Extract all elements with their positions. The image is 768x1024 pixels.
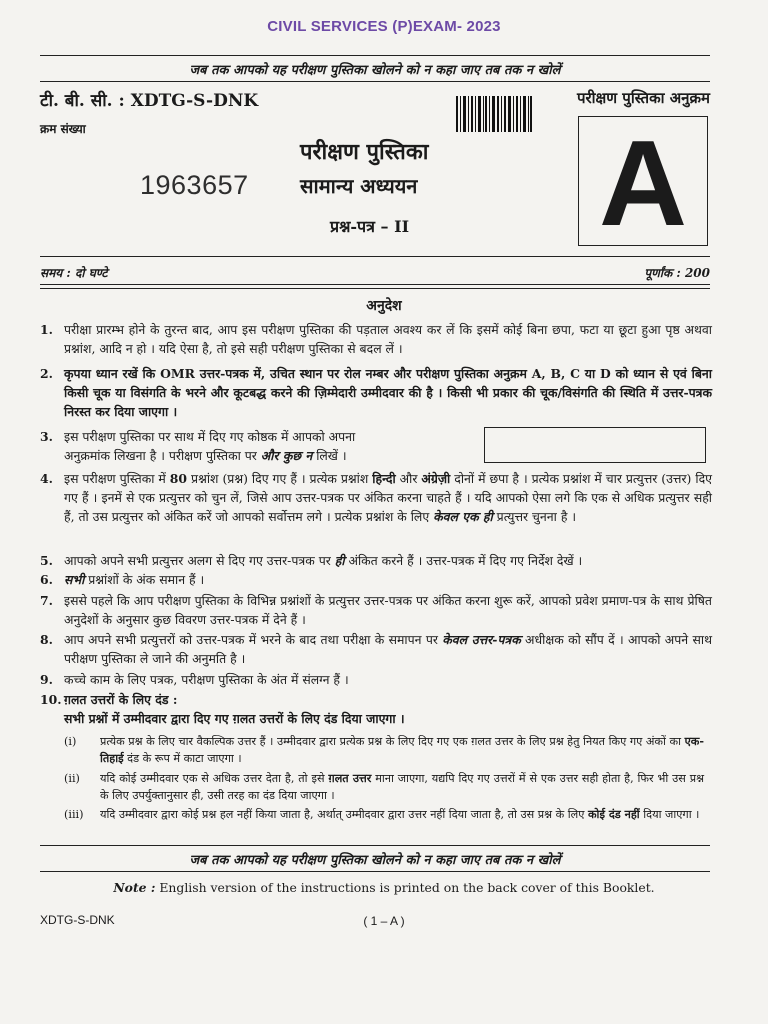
text-run: आप अपने सभी प्रत्युत्तरों को उत्तर-पत्रक में भरने के बाद तथा परीक्षा के समापन पर [64, 632, 443, 647]
barcode-icon [456, 96, 532, 132]
text-run: अंकित करने हैं । उत्तर-पत्रक में दिए गए निर्देश देखें । [344, 553, 583, 568]
emphasis: एक-तिहाई [100, 734, 704, 765]
note-label: Note : [113, 880, 156, 895]
text-run: दंड के रूप में काटा जाएगा । [123, 752, 242, 765]
text-run: प्रत्येक प्रश्न के लिए चार वैकल्पिक उत्तर हैं । उम्मीदवार द्वारा प्रत्येक प्रश्न के लिए दिए गए एक ग़लत उत्तर के लिए प्रश्न हेतु नियत किए गए अंकों का [100, 735, 685, 748]
text-run: यदि कोई उम्मीदवार एक से अधिक उत्तर देता है, तो इसे [100, 772, 329, 785]
instruction-item [40, 469, 712, 526]
roll-number-entry-box[interactable] [484, 427, 706, 463]
text-run: प्रत्युत्तर चुनना है । [492, 509, 577, 524]
divider [40, 81, 710, 82]
item-number: 4. [40, 471, 53, 486]
text-run: माना जाएगा, यद्यपि दिए गए उत्तरों में से एक उत्तर सही होता है, फिर भी उस प्रश्न के लिए उपर्युक्तानुसार ही, उसी तरह का दंड दिया जाएगा । [100, 772, 704, 802]
serial-number-label: क्रम संख्या [40, 122, 86, 136]
divider [40, 284, 710, 285]
footer-code: XDTG-S-DNK [40, 913, 115, 927]
item-text-line: इस परीक्षण पुस्तिका पर साथ में दिए गए कोष्ठक में आपको अपना [64, 429, 356, 444]
emphasis: और कुछ न [260, 448, 313, 463]
booklet-title: परीक्षण पुस्तिका [300, 139, 429, 165]
text-run: दिया जाएगा । [639, 808, 700, 821]
item-number: (ii) [64, 772, 80, 785]
paper-number: प्रश्न-पत्र – II [330, 217, 410, 236]
item-number: 7. [40, 593, 53, 608]
series-box [578, 115, 708, 251]
page-number: ( 1 – A ) [363, 914, 405, 928]
emphasis: कोई दंड नहीं [587, 807, 640, 821]
divider [40, 845, 710, 846]
text-run: इस परीक्षण पुस्तिका में [64, 471, 170, 486]
emphasis: सभी [64, 572, 85, 587]
instruction-item [40, 551, 712, 570]
item-number: 8. [40, 632, 53, 647]
divider [40, 55, 710, 56]
series-label: परीक्षण पुस्तिका अनुक्रम [576, 89, 710, 107]
instruction-item [40, 364, 712, 421]
penalty-subtitle: सभी प्रश्नों में उम्मीदवार द्वारा दिए गए ग़लत उत्तरों के लिए दंड दिया जाएगा । [64, 711, 405, 726]
penalty-title: ग़लत उत्तरों के लिए दंड : [64, 692, 178, 707]
item-number: 9. [40, 672, 53, 687]
item-text: परीक्षा प्रारम्भ होने के तुरन्त बाद, आप इस परीक्षण पुस्तिका की पड़ताल अवश्य कर लें कि इसमें कोई बिना छपा, फटा या छूटा हुआ पृष्ठ अथवा प्रश्नांश, आदि न हो । यदि ऐसा है, तो इसे सही परीक्षण पुस्तिका से बदल लें । [64, 322, 712, 356]
item-number: 1. [40, 322, 53, 337]
item-text [64, 630, 712, 668]
item-number: (i) [64, 735, 77, 748]
series-letter: A [598, 115, 688, 251]
item-number: 10. [40, 692, 62, 707]
divider [40, 871, 710, 872]
item-number: 3. [40, 429, 53, 444]
divider [40, 256, 710, 257]
emphasis: केवल उत्तर-पत्रक [442, 632, 521, 647]
text-run: यदि उम्मीदवार द्वारा कोई प्रश्न हल नहीं किया जाता है, अर्थात् उम्मीदवार द्वारा उत्तर नहीं दिया जाता है, तो उस प्रश्न के लिए [100, 808, 588, 821]
penalty-item [64, 733, 704, 767]
item-text [100, 770, 704, 804]
item-number: 6. [40, 572, 53, 587]
emphasis: 80 [169, 471, 188, 486]
subject-title: सामान्य अध्ययन [300, 174, 418, 198]
item-text [64, 690, 712, 728]
maximum-marks: पूर्णांक : 200 [644, 266, 710, 280]
item-text [100, 733, 704, 767]
emphasis: अंग्रेज़ी [421, 471, 451, 486]
instruction-item [40, 690, 712, 728]
instruction-item [40, 570, 712, 589]
instruction-item [40, 320, 712, 358]
instruction-item [40, 591, 712, 629]
do-not-open-warning-top: जब तक आपको यह परीक्षण पुस्तिका खोलने को न कहा जाए तब तक न खोलें [189, 63, 561, 78]
english-version-note [0, 880, 768, 895]
text-run: अधीक्षक को सौंप दें । आपको अपने साथ परीक्षण पुस्तिका ले जाने की अनुमति है । [64, 632, 712, 666]
item-number: 2. [40, 366, 53, 381]
instruction-item [40, 670, 712, 689]
penalty-item [64, 806, 704, 823]
item-text [64, 469, 712, 526]
tbc-code: टी. बी. सी. : XDTG-S-DNK [40, 91, 259, 111]
text-run: प्रश्नांश (प्रश्न) दिए गए हैं । प्रत्येक प्रश्नांश [187, 471, 373, 486]
item-text [64, 570, 712, 589]
instructions-heading: अनुदेश [366, 298, 402, 314]
emphasis: हिन्दी [372, 471, 396, 486]
divider [40, 288, 710, 289]
text-run: लिखें । [312, 448, 347, 463]
text-run: आपको अपने सभी प्रत्युत्तर अलग से दिए गए उत्तर-पत्रक पर [64, 553, 335, 568]
exam-title: CIVIL SERVICES (P)EXAM- 2023 [267, 18, 501, 35]
text-run: अनुक्रमांक लिखना है । परीक्षण पुस्तिका पर [64, 448, 261, 463]
emphasis: ही [334, 553, 345, 568]
time-allowed: समय : दो घण्टे [40, 266, 108, 280]
item-text [64, 551, 712, 570]
emphasis: केवल एक ही [433, 509, 493, 524]
item-number: 5. [40, 553, 53, 568]
item-text: इससे पहले कि आप परीक्षण पुस्तिका के विभिन्न प्रश्नांशों के प्रत्युत्तर उत्तर-पत्रक पर अंकित करना शुरू करें, आपको प्रवेश प्रमाण-पत्र के साथ प्रेषित अनुदेशों के अनुसार कुछ विवरण उत्तर-पत्रक में देने हैं । [64, 593, 712, 627]
note-text: English version of the instructions is printed on the back cover of this Booklet. [155, 880, 655, 895]
item-text: कृपया ध्यान रखें कि OMR उत्तर-पत्रक में, उचित स्थान पर रोल नम्बर और परीक्षण पुस्तिका अनुक्रम A, B, C या D को ध्यान से एवं बिना किसी चूक या विसंगति के भरने और कूटबद्ध करने की ज़िम्मेदारी उम्मीदवार की है । किसी भी प्रकार की चूक/विसंगति की स्थिति में उत्तर-पत्रक निरस्त कर दिया जाएगा । [64, 366, 712, 419]
text-run: और [395, 471, 422, 486]
text-run: प्रश्नांशों के अंक समान हैं । [84, 572, 205, 587]
instruction-item [40, 630, 712, 668]
item-text [100, 806, 704, 823]
emphasis: ग़लत उत्तर [328, 771, 372, 785]
penalty-item [64, 770, 704, 804]
text-run: दोनों में छपा है । प्रत्येक प्रश्नांश में चार प्रत्युत्तर (उत्तर) दिए गए हैं । इनमें से एक प्रत्युत्तर को चुन लें, जिसे आप उत्तर-पत्रक पर अंकित करना चाहते हैं । यदि आपको ऐसा लगे कि एक से अधिक प्रत्युत्तर सही हैं, तो उस प्रत्युत्तर को अंकित करें जो आपको सर्वोत्तम लगे । प्रत्येक प्रश्नांश के लिए [64, 471, 713, 524]
do-not-open-warning-bottom: जब तक आपको यह परीक्षण पुस्तिका खोलने को न कहा जाए तब तक न खोलें [189, 853, 561, 868]
item-text: कच्चे काम के लिए पत्रक, परीक्षण पुस्तिका के अंत में संलग्न हैं । [64, 672, 349, 687]
item-number: (iii) [64, 808, 84, 821]
serial-number: 1963657 [140, 170, 249, 200]
